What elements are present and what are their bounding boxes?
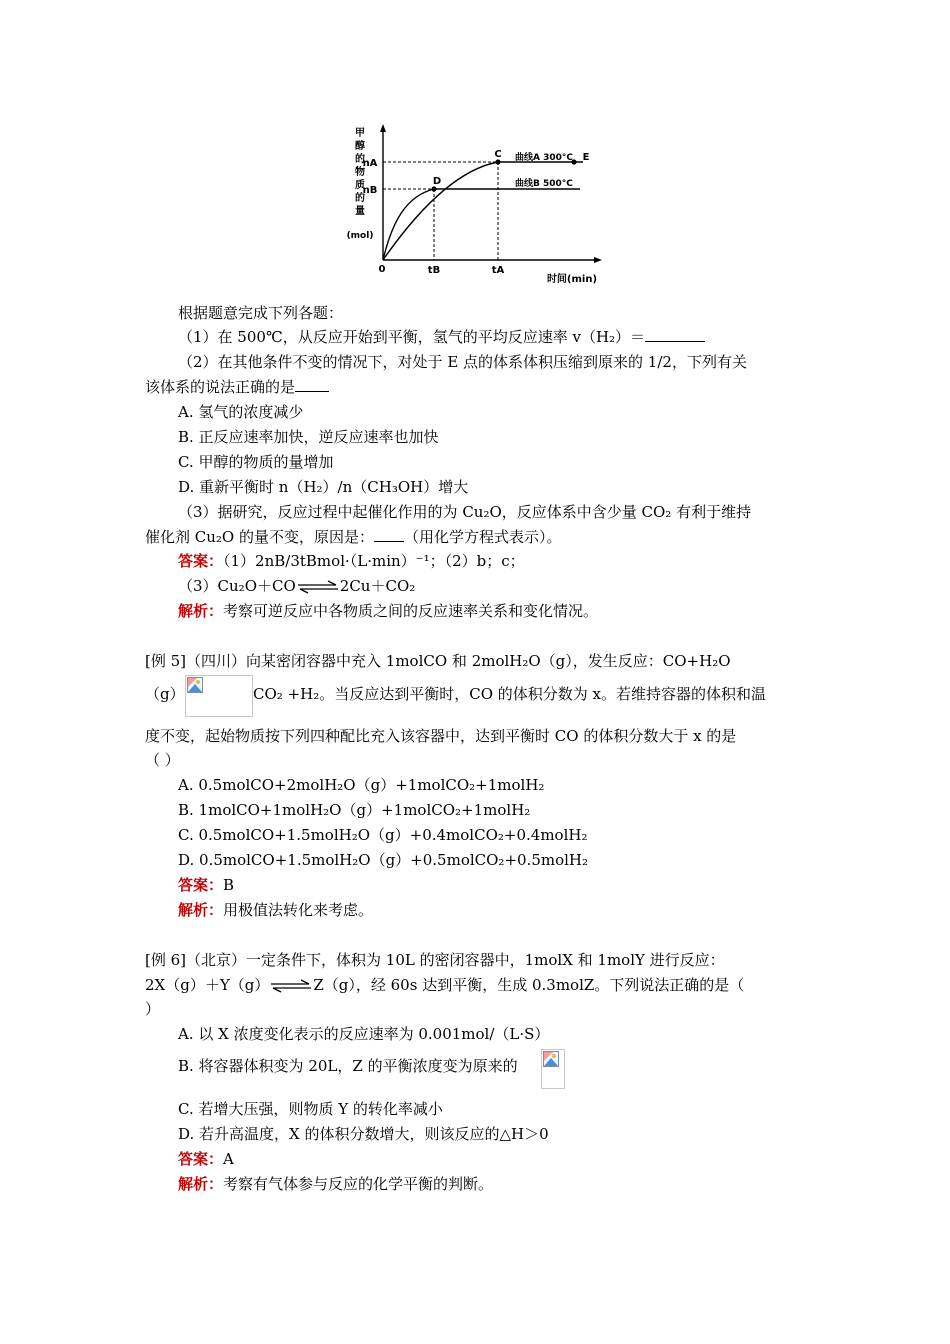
example-5-line4: （ ） xyxy=(145,751,180,769)
answer-blank-3 xyxy=(374,527,404,542)
y-axis-label xyxy=(355,127,365,217)
q2-option-a: A. 氢气的浓度减少 xyxy=(178,403,304,421)
ex6-option-c: C. 若增大压强，则物质 Y 的转化率减小 xyxy=(178,1100,443,1118)
y-axis-label-char: 物 xyxy=(355,167,365,178)
analysis-label: 解析： xyxy=(178,1175,224,1193)
q2-option-c: C. 甲醇的物质的量增加 xyxy=(178,453,334,471)
example-5-line1: [例 5]（四川）向某密闭容器中充入 1molCO 和 2molH₂O（g），发生反应：CO+H₂O xyxy=(145,652,731,670)
ex6-option-a: A. 以 X 浓度变化表示的反应速率为 0.001mol/（L·S） xyxy=(178,1025,550,1043)
ex5-option-c: C. 0.5molCO+1.5molH₂O（g）+0.4molCO₂+0.4molH₂ xyxy=(178,826,588,844)
answer-label: 答案： xyxy=(178,1150,224,1168)
answer-label: 答案： xyxy=(178,552,224,570)
question-1 xyxy=(178,327,705,347)
example-6-line2-b: Z（g），经 60s 达到平衡，生成 0.3molZ。下列说法正确的是（ xyxy=(313,976,745,994)
point-d xyxy=(431,186,436,191)
y-axis-label-char: 质 xyxy=(355,180,365,191)
answer-6-text: A xyxy=(223,1150,234,1168)
y-axis-label-char: 的 xyxy=(355,154,365,165)
level-nb: nB xyxy=(362,185,378,196)
answer-label: 答案： xyxy=(178,876,224,894)
q2-option-d: D. 重新平衡时 n（H₂）/n（CH₃OH）增大 xyxy=(178,478,469,496)
y-axis-label-char: 甲 xyxy=(355,128,365,139)
question-3-line2-b: （用化学方程式表示）。 xyxy=(404,528,562,546)
answer-3-left: （3）Cu₂O＋CO xyxy=(178,577,296,595)
intro-line: 根据题意完成下列各题： xyxy=(178,304,344,322)
ex6-option-b: B. 将容器体积变为 20L，Z 的平衡浓度变为原来的 xyxy=(178,1057,518,1075)
question-1-text: （1）在 500℃，从反应开始到平衡，氢气的平均反应速率 v（H₂）＝ xyxy=(178,328,646,346)
analysis-5-text: 用极值法转化来考虑。 xyxy=(223,901,374,919)
question-3-line2 xyxy=(145,527,562,547)
answer-blank-1 xyxy=(645,327,705,342)
x-axis-arrow xyxy=(594,257,602,263)
q2-option-b: B. 正反应速率加快，逆反应速率也加快 xyxy=(178,428,439,446)
question-2-line1: （2）在其他条件不变的情况下，对处于 E 点的体系体积压缩到原来的 1/2，下列有关 xyxy=(178,353,747,371)
question-2-line2-text: 该体系的说法正确的是 xyxy=(145,378,296,396)
ex5-option-a: A. 0.5molCO+2molH₂O（g）+1molCO₂+1molH₂ xyxy=(178,776,545,794)
point-c xyxy=(495,159,500,164)
ex6-option-d: D. 若升高温度，X 的体积分数增大，则该反应的△H＞0 xyxy=(178,1125,549,1143)
answer-3-right: 2Cu＋CO₂ xyxy=(339,577,416,595)
curve-b xyxy=(383,189,580,260)
legend-curve-b: 曲线B 500°C xyxy=(515,179,573,189)
answer-line-5 xyxy=(178,875,234,895)
answer-line-1 xyxy=(178,551,525,571)
question-3-line1: （3）据研究，反应过程中起催化作用的为 Cu₂O，反应体系中含少量 CO₂ 有利于维持 xyxy=(178,503,752,521)
y-axis-unit: (mol) xyxy=(346,231,374,241)
answer-1-text: （1）2nB/3tBmol·（L·min）⁻¹；（2）b；c； xyxy=(223,552,525,570)
example-5-line2a: （g） xyxy=(145,685,185,703)
y-axis-label-char: 醇 xyxy=(355,141,365,152)
image-placeholder-icon xyxy=(187,677,203,693)
example-5-line3: 度不变，起始物质按下列四种配比充入该容器中，达到平衡时 CO 的体积分数大于 x 的是 xyxy=(145,727,737,745)
example-6-line1: [例 6]（北京）一定条件下，体积为 10L 的密闭容器中，1molX 和 1molY 进行反应： xyxy=(145,951,725,969)
answer-line-6 xyxy=(178,1149,234,1169)
label-d: D xyxy=(432,176,442,187)
image-placeholder-icon xyxy=(543,1051,559,1067)
level-na: nA xyxy=(362,158,378,169)
ex5-option-b: B. 1molCO+1molH₂O（g）+1molCO₂+1molH₂ xyxy=(178,801,531,819)
question-2-line2 xyxy=(145,377,329,397)
analysis-label: 解析： xyxy=(178,901,224,919)
analysis-line-5 xyxy=(178,900,373,920)
analysis-line-1 xyxy=(178,601,598,621)
y-axis-label-char: 的 xyxy=(355,193,365,204)
answer-5-text: B xyxy=(223,876,235,894)
y-axis-arrow xyxy=(380,124,386,132)
y-axis-label-char: 量 xyxy=(355,206,365,217)
broken-image-icon xyxy=(541,1049,565,1089)
x-axis-label: 时间(min) xyxy=(546,274,598,285)
answer-line-3 xyxy=(178,576,415,596)
label-e: E xyxy=(582,152,590,163)
origin-label: 0 xyxy=(378,264,386,275)
example-6-line2 xyxy=(145,975,744,995)
ex5-option-d: D. 0.5molCO+1.5molH₂O（g）+0.5molCO₂+0.5molH₂ xyxy=(178,851,589,869)
analysis-6-text: 考察有气体参与反应的化学平衡的判断。 xyxy=(223,1175,494,1193)
curve-a xyxy=(383,162,583,260)
legend-curve-a: 曲线A 300°C xyxy=(515,153,573,163)
question-3-line2-a: 催化剂 Cu₂O 的量不变，原因是： xyxy=(145,528,374,546)
example-6-line3: ） xyxy=(145,1000,161,1018)
label-c: C xyxy=(494,149,502,160)
equilibrium-arrow-icon xyxy=(269,979,313,993)
answer-blank-2 xyxy=(295,377,329,392)
methanol-amount-chart xyxy=(340,122,610,290)
analysis-1-text: 考察可逆反应中各物质之间的反应速率关系和变化情况。 xyxy=(223,602,599,620)
broken-image-icon xyxy=(185,675,253,717)
tick-ta: tA xyxy=(491,265,505,276)
example-6-line2-a: 2X（g）＋Y（g） xyxy=(145,976,270,994)
equilibrium-arrow-icon xyxy=(296,580,340,594)
analysis-line-6 xyxy=(178,1174,493,1194)
example-5-line2b: CO₂ +H₂。当反应达到平衡时，CO 的体积分数为 x。若维持容器的体积和温 xyxy=(253,685,766,703)
analysis-label: 解析： xyxy=(178,602,224,620)
tick-tb: tB xyxy=(427,265,441,276)
